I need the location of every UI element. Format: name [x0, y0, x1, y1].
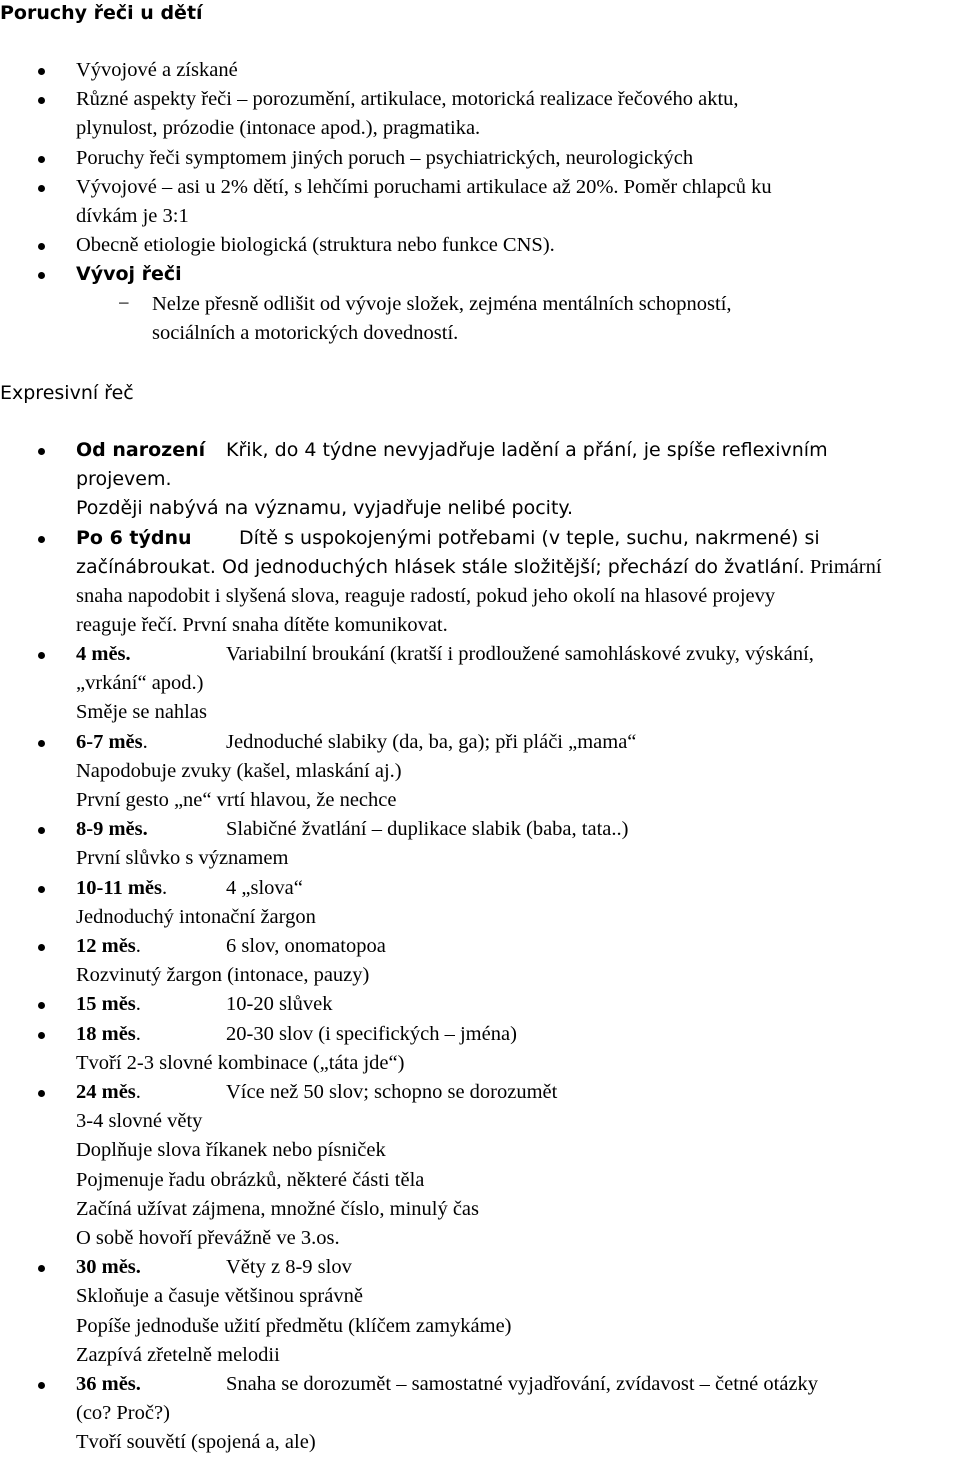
bullet-icon: [38, 886, 45, 893]
bullet-icon: [38, 272, 45, 279]
bullet-icon: [38, 1002, 45, 1009]
list-item: Obecně etiologie biologická (struktura nebo funkce CNS).: [0, 231, 960, 260]
month-list: [0, 640, 960, 1458]
milestone-label: 4 měs.: [76, 643, 131, 665]
bullet-icon: [38, 448, 45, 455]
bullet-icon: [38, 185, 45, 192]
list-item-m36: 36 měs. Snaha se dorozumět – samostatné vyjadřování, zvídavost – četné otázky (co? Proč?) Tvoří souvětí (spojená a, ale): [0, 1370, 960, 1458]
bullet-icon: [38, 97, 45, 104]
list-item-m10: 10-11 měs. 4 „slova“ Jednoduchý intonační žargon: [0, 874, 960, 932]
intro-list: [0, 56, 960, 348]
milestone-label: 24 měs: [76, 1081, 136, 1104]
milestone-label: 15 měs: [76, 993, 136, 1016]
milestone-label: 10-11 měs: [76, 876, 162, 899]
milestone-label: 36 měs.: [76, 1373, 141, 1396]
bullet-icon: [38, 740, 45, 747]
milestone-label: 6-7 měs: [76, 730, 143, 753]
sub-item: − Nelze přesně odlišit od vývoje složek, zejména mentálních schopností, sociálních a motorických dovedností.: [76, 290, 960, 348]
bullet-icon: [38, 1090, 45, 1097]
list-item-m4: 4 měs. Variabilní broukání (kratší i prodloužené samohláskové zvuky, výskání, „vrkání“ apod.) Směje se nahlas: [0, 640, 960, 728]
bullet-icon: [38, 243, 45, 250]
page-title: Poruchy řeči u dětí: [0, 2, 203, 24]
bullet-icon: [38, 1265, 45, 1272]
bullet-icon: [38, 652, 45, 659]
dash-icon: −: [118, 292, 130, 315]
milestone-list: [0, 436, 960, 640]
list-item: Různé aspekty řeči – porozumění, artikulace, motorická realizace řečového aktu, plynulost, prózodie (intonace apod.), pragmatika.: [0, 85, 960, 143]
section-heading: Expresivní řeč: [0, 382, 134, 404]
list-item-m30: 30 měs. Věty z 8-9 slov Skloňuje a časuje většinou správně Popíše jednoduše užití předmětu (klíčem zamykáme) Zazpívá zřetelně melodii: [0, 1253, 960, 1370]
bullet-icon: [38, 68, 45, 75]
list-item-m6: 6-7 měs. Jednoduché slabiky (da, ba, ga); při pláči „mama“ Napodobuje zvuky (kašel, mlaskání aj.) První gesto „ne“ vrtí hlavou, že nechce: [0, 728, 960, 816]
list-item-m15: 15 měs. 10-20 slůvek: [0, 990, 960, 1019]
list-item: Vývojové – asi u 2% dětí, s lehčími poruchami artikulace až 20%. Poměr chlapců ku dívkám je 3:1: [0, 173, 960, 231]
milestone-label: Po 6 týdnu: [76, 526, 192, 549]
milestone-label: 18 měs: [76, 1022, 136, 1045]
list-item: Vývojové a získané: [0, 56, 960, 85]
milestone-label: 30 měs.: [76, 1256, 141, 1279]
list-item-m18: 18 měs. 20-30 slov (i specifických – jména) Tvoří 2-3 slovné kombinace („táta jde“): [0, 1020, 960, 1078]
bullet-icon: [38, 1382, 45, 1389]
milestone-label: 12 měs: [76, 935, 136, 958]
milestone-label: 8-9 měs.: [76, 818, 148, 841]
list-item-od-narozeni: Od narození Křik, do 4 týdne nevyjadřuje ladění a přání, je spíše reflexivním projevem. Později nabývá na významu, vyjadřuje nelibé pocity.: [0, 436, 960, 524]
list-item-m12: 12 měs. 6 slov, onomatopoa Rozvinutý žargon (intonace, pauzy): [0, 932, 960, 990]
bullet-icon: [38, 156, 45, 163]
bullet-icon: [38, 827, 45, 834]
list-item-vyvoj-reci: Vývoj řeči − Nelze přesně odlišit od vývoje složek, zejména mentálních schopností, sociálních a motorických dovedností.: [0, 260, 960, 348]
milestone-label: Od narození: [76, 439, 206, 461]
list-item-m8: 8-9 měs. Slabičné žvatlání – duplikace slabik (baba, tata..) První slůvko s významem: [0, 815, 960, 873]
bullet-icon: [38, 536, 45, 543]
list-item: Poruchy řeči symptomem jiných poruch – psychiatrických, neurologických: [0, 144, 960, 173]
list-item-m24: 24 měs. Více než 50 slov; schopno se dorozumět 3-4 slovné věty Doplňuje slova říkanek nebo písniček Pojmenuje řadu obrázků, některé části těla Začíná užívat zájmena, množné číslo, minulý čas O sobě hovoří převážně ve 3.os.: [0, 1078, 960, 1253]
bullet-icon: [38, 1032, 45, 1039]
list-item-po-6-tydnu: Po 6 týdnu Dítě s uspokojenými potřebami (v teple, suchu, nakrmené) si začínábroukat. Od jednoduchých hlásek stále složitější; přechází do žvatlání. Primární snaha napodobit i slyšená slova, reaguje radostí, pokud jeho okolí na hlasové projevy reaguje řečí. První snaha dítěte komunikovat.: [0, 524, 960, 641]
bullet-icon: [38, 944, 45, 951]
